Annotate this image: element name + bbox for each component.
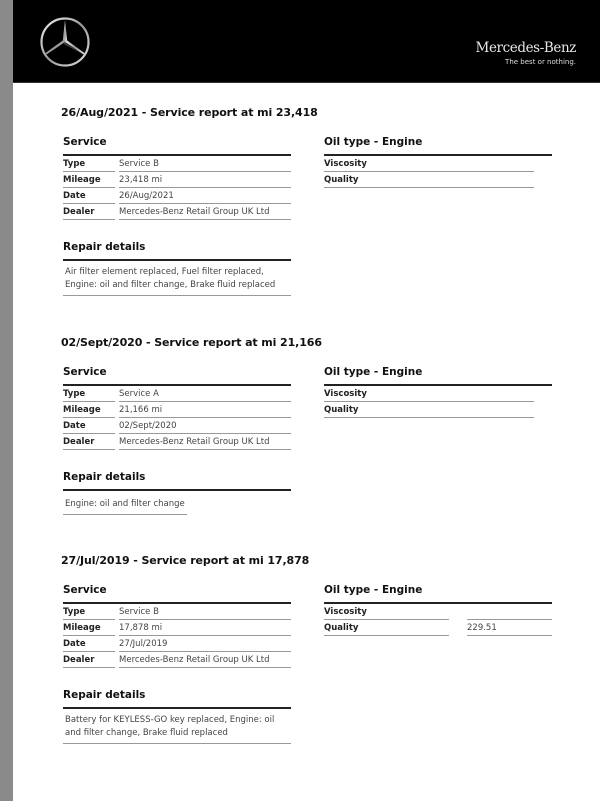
- service-report: [61, 554, 561, 738]
- viscosity-row: [324, 156, 552, 172]
- service-report: [61, 336, 561, 509]
- date-value: 27/Jul/2019: [119, 636, 291, 652]
- viscosity-value: [467, 604, 552, 620]
- repair-section: [63, 471, 291, 515]
- repair-details-text: Battery for KEYLESS-GO key replaced, Engine: oil and filter change, Brake fluid replaced: [63, 709, 291, 744]
- brand-tagline: The best or nothing.: [505, 58, 576, 66]
- report-title: 02/Sept/2020 - Service report at mi 21,166: [61, 336, 322, 349]
- quality-row: [324, 172, 552, 188]
- oil-section: [324, 366, 552, 418]
- mileage-row: [63, 402, 291, 418]
- type-label: Type: [63, 604, 115, 620]
- quality-row: [324, 620, 552, 636]
- date-label: Date: [63, 188, 115, 204]
- date-value: 26/Aug/2021: [119, 188, 291, 204]
- date-row: [63, 418, 291, 434]
- mileage-value: 17,878 mi: [119, 620, 291, 636]
- dealer-value: Mercedes-Benz Retail Group UK Ltd: [119, 434, 291, 450]
- service-section: [63, 136, 291, 220]
- section-title: Service: [63, 136, 291, 156]
- date-row: [63, 636, 291, 652]
- date-label: Date: [63, 636, 115, 652]
- quality-label: Quality: [324, 402, 534, 418]
- service-section: [63, 584, 291, 668]
- mileage-label: Mileage: [63, 402, 115, 418]
- service-section: [63, 366, 291, 450]
- section-title: Oil type - Engine: [324, 136, 552, 156]
- section-title: Oil type - Engine: [324, 366, 552, 386]
- oil-section: [324, 584, 552, 636]
- type-label: Type: [63, 156, 115, 172]
- brand-block: [476, 40, 576, 66]
- viscosity-row: [324, 604, 552, 620]
- report-title: 27/Jul/2019 - Service report at mi 17,878: [61, 554, 310, 567]
- date-row: [63, 188, 291, 204]
- dealer-value: Mercedes-Benz Retail Group UK Ltd: [119, 652, 291, 668]
- type-value: Service B: [119, 156, 291, 172]
- section-title: Repair details: [63, 241, 291, 261]
- dealer-label: Dealer: [63, 434, 115, 450]
- type-value: Service B: [119, 604, 291, 620]
- quality-label: Quality: [324, 620, 449, 636]
- mileage-label: Mileage: [63, 620, 115, 636]
- repair-section: [63, 241, 291, 296]
- dealer-row: [63, 652, 291, 668]
- section-title: Service: [63, 366, 291, 386]
- repair-details-text: Engine: oil and filter change: [63, 493, 187, 515]
- type-value: Service A: [119, 386, 291, 402]
- dealer-row: [63, 434, 291, 450]
- mileage-label: Mileage: [63, 172, 115, 188]
- mercedes-star-icon: [39, 16, 91, 68]
- repair-details-text: Air filter element replaced, Fuel filter replaced, Engine: oil and filter change, Brake fluid replaced: [63, 261, 291, 296]
- dealer-label: Dealer: [63, 652, 115, 668]
- report-title: 26/Aug/2021 - Service report at mi 23,418: [61, 106, 318, 119]
- quality-value: 229.51: [467, 620, 552, 636]
- mileage-value: 21,166 mi: [119, 402, 291, 418]
- date-value: 02/Sept/2020: [119, 418, 291, 434]
- date-label: Date: [63, 418, 115, 434]
- mileage-row: [63, 620, 291, 636]
- section-title: Repair details: [63, 471, 291, 491]
- viscosity-label: Viscosity: [324, 156, 534, 172]
- mileage-row: [63, 172, 291, 188]
- left-margin-bar: [0, 0, 13, 801]
- type-row: [63, 156, 291, 172]
- viscosity-label: Viscosity: [324, 604, 449, 620]
- dealer-row: [63, 204, 291, 220]
- section-title: Oil type - Engine: [324, 584, 552, 604]
- brand-name: Mercedes-Benz: [475, 40, 576, 56]
- quality-label: Quality: [324, 172, 534, 188]
- dealer-value: Mercedes-Benz Retail Group UK Ltd: [119, 204, 291, 220]
- viscosity-row: [324, 386, 552, 402]
- oil-section: [324, 136, 552, 188]
- section-title: Repair details: [63, 689, 291, 709]
- mileage-value: 23,418 mi: [119, 172, 291, 188]
- dealer-label: Dealer: [63, 204, 115, 220]
- section-title: Service: [63, 584, 291, 604]
- repair-section: [63, 689, 291, 744]
- service-report: [61, 106, 561, 290]
- quality-row: [324, 402, 552, 418]
- type-label: Type: [63, 386, 115, 402]
- header-banner: [13, 0, 600, 83]
- type-row: [63, 386, 291, 402]
- type-row: [63, 604, 291, 620]
- viscosity-label: Viscosity: [324, 386, 534, 402]
